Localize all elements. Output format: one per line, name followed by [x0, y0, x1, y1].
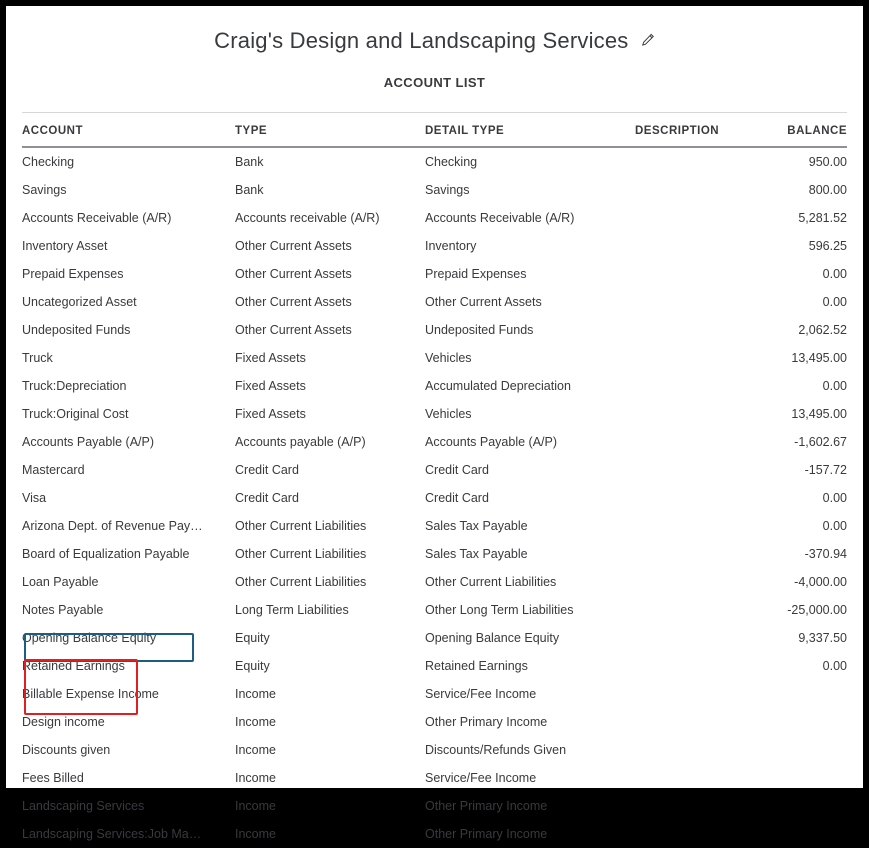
cell-type: Accounts receivable (A/R) — [235, 211, 380, 226]
cell-balance: 0.00 — [822, 659, 847, 674]
cell-detail-type: Service/Fee Income — [425, 771, 537, 786]
cell-account: Checking — [22, 155, 75, 170]
table-row[interactable] — [22, 708, 847, 736]
cell-balance: 13,495.00 — [791, 407, 847, 422]
cell-description — [635, 344, 740, 372]
cell-balance: -370.94 — [804, 547, 847, 562]
cell-detail-type: Inventory — [425, 239, 477, 254]
cell-description — [635, 372, 740, 400]
table-row[interactable] — [22, 147, 847, 176]
table-row[interactable] — [22, 512, 847, 540]
cell-detail-type: Sales Tax Payable — [425, 547, 528, 562]
cell-type: Income — [235, 715, 276, 730]
cell-type: Fixed Assets — [235, 379, 306, 394]
cell-description — [635, 708, 740, 736]
cell-balance: 9,337.50 — [798, 631, 847, 646]
cell-detail-type: Checking — [425, 155, 478, 170]
cell-account: Savings — [22, 183, 67, 198]
cell-description — [635, 680, 740, 708]
cell-account: Retained Earnings — [22, 659, 125, 674]
cell-balance — [740, 708, 847, 736]
cell-type: Bank — [235, 183, 264, 198]
cell-description — [635, 288, 740, 316]
cell-balance: -157.72 — [804, 463, 847, 478]
table-row[interactable] — [22, 260, 847, 288]
cell-type: Other Current Assets — [235, 323, 352, 338]
cell-detail-type: Opening Balance Equity — [425, 631, 560, 646]
cell-balance: 5,281.52 — [798, 211, 847, 226]
cell-type: Long Term Liabilities — [235, 603, 349, 618]
cell-account: Visa — [22, 491, 47, 506]
column-header-description[interactable]: DESCRIPTION — [635, 113, 740, 148]
table-row[interactable] — [22, 316, 847, 344]
cell-balance: 0.00 — [822, 519, 847, 534]
cell-description — [635, 764, 740, 792]
cell-type: Accounts payable (A/P) — [235, 435, 366, 450]
cell-detail-type: Accounts Payable (A/P) — [425, 435, 558, 450]
cell-balance: -4,000.00 — [794, 575, 847, 590]
table-header-row — [22, 113, 847, 148]
cell-detail-type: Other Current Assets — [425, 295, 542, 310]
cell-description — [635, 736, 740, 764]
cell-description — [635, 596, 740, 624]
company-name-text: Craig's Design and Landscaping Services — [214, 28, 629, 53]
cell-description — [635, 204, 740, 232]
cell-account: Discounts given — [22, 743, 111, 758]
cell-type: Other Current Assets — [235, 295, 352, 310]
cell-balance: 800.00 — [808, 183, 847, 198]
cell-account: Fees Billed — [22, 771, 84, 786]
cell-balance — [740, 680, 847, 708]
cell-type: Income — [235, 687, 276, 702]
table-row[interactable] — [22, 204, 847, 232]
company-title — [6, 6, 863, 55]
cell-detail-type: Vehicles — [425, 351, 472, 366]
cell-account: Design income — [22, 715, 105, 730]
cell-description — [635, 260, 740, 288]
cell-type: Other Current Liabilities — [235, 547, 367, 562]
cell-balance: 13,495.00 — [791, 351, 847, 366]
cell-account: Board of Equalization Payable — [22, 547, 190, 562]
cell-description — [635, 484, 740, 512]
cell-account: Landscaping Services:Job Ma… — [22, 827, 202, 842]
cell-balance: -1,602.67 — [794, 435, 847, 450]
cell-balance: 2,062.52 — [798, 323, 847, 338]
table-row[interactable] — [22, 372, 847, 400]
pencil-icon[interactable] — [641, 27, 655, 53]
table-row[interactable] — [22, 624, 847, 652]
table-header — [22, 113, 847, 148]
table-row[interactable] — [22, 652, 847, 680]
cell-detail-type: Prepaid Expenses — [425, 267, 527, 282]
cell-type: Equity — [235, 631, 270, 646]
cell-detail-type: Accumulated Depreciation — [425, 379, 571, 394]
table-row[interactable] — [22, 764, 847, 792]
cell-description — [635, 456, 740, 484]
cell-description — [635, 624, 740, 652]
report-page — [6, 6, 863, 842]
cell-type: Income — [235, 743, 276, 758]
cell-type: Equity — [235, 659, 270, 674]
cell-detail-type: Service/Fee Income — [425, 687, 537, 702]
cell-detail-type: Discounts/Refunds Given — [425, 743, 567, 758]
table-body — [22, 147, 847, 848]
cell-description — [635, 512, 740, 540]
cell-detail-type: Accounts Receivable (A/R) — [425, 211, 575, 226]
cell-balance: 0.00 — [822, 295, 847, 310]
cell-account: Notes Payable — [22, 603, 104, 618]
cell-detail-type: Vehicles — [425, 407, 472, 422]
cell-type: Income — [235, 771, 276, 786]
cell-account: Inventory Asset — [22, 239, 108, 254]
cell-detail-type: Sales Tax Payable — [425, 519, 528, 534]
cell-account: Truck — [22, 351, 53, 366]
cell-description — [635, 176, 740, 204]
cell-balance — [740, 792, 847, 820]
table-row[interactable] — [22, 596, 847, 624]
cell-type: Fixed Assets — [235, 407, 306, 422]
table-row[interactable] — [22, 568, 847, 596]
cell-type: Fixed Assets — [235, 351, 306, 366]
table-row[interactable] — [22, 540, 847, 568]
cell-balance: 596.25 — [808, 239, 847, 254]
cell-description — [635, 316, 740, 344]
cell-type: Bank — [235, 155, 264, 170]
table-row[interactable] — [22, 288, 847, 316]
cell-detail-type: Other Primary Income — [425, 715, 548, 730]
table-row[interactable] — [22, 400, 847, 428]
cell-detail-type: Savings — [425, 183, 470, 198]
cell-description — [635, 820, 740, 848]
cell-balance: 0.00 — [822, 267, 847, 282]
cell-account: Prepaid Expenses — [22, 267, 124, 282]
cell-description — [635, 400, 740, 428]
cell-description — [635, 428, 740, 456]
cell-account: Billable Expense Income — [22, 687, 159, 702]
cell-balance — [740, 736, 847, 764]
column-header-type[interactable]: TYPE — [235, 113, 425, 148]
cell-detail-type: Other Current Liabilities — [425, 575, 557, 590]
cell-type: Income — [235, 799, 276, 814]
cell-account: Undeposited Funds — [22, 323, 131, 338]
cell-account: Landscaping Services — [22, 799, 145, 814]
cell-account: Mastercard — [22, 463, 85, 478]
cell-account: Accounts Receivable (A/R) — [22, 211, 172, 226]
account-list-table — [22, 112, 847, 848]
cell-detail-type: Other Long Term Liabilities — [425, 603, 574, 618]
table-row[interactable] — [22, 792, 847, 820]
cell-balance: 0.00 — [822, 379, 847, 394]
cell-account: Truck:Original Cost — [22, 407, 129, 422]
table-row[interactable] — [22, 484, 847, 512]
cell-balance — [740, 820, 847, 848]
table-row[interactable] — [22, 680, 847, 708]
cell-description — [635, 792, 740, 820]
cell-detail-type: Other Primary Income — [425, 827, 548, 842]
cell-description — [635, 147, 740, 176]
cell-type: Credit Card — [235, 463, 299, 478]
cell-type: Other Current Assets — [235, 239, 352, 254]
cell-account: Truck:Depreciation — [22, 379, 127, 394]
cell-type: Credit Card — [235, 491, 299, 506]
cell-detail-type: Other Primary Income — [425, 799, 548, 814]
cell-detail-type: Retained Earnings — [425, 659, 528, 674]
cell-account: Arizona Dept. of Revenue Pay… — [22, 519, 203, 534]
table-row[interactable] — [22, 232, 847, 260]
table-row[interactable] — [22, 428, 847, 456]
cell-balance: 950.00 — [808, 155, 847, 170]
column-header-balance[interactable]: BALANCE — [740, 113, 847, 148]
cell-description — [635, 568, 740, 596]
cell-type: Other Current Liabilities — [235, 575, 367, 590]
cell-description — [635, 652, 740, 680]
cell-description — [635, 540, 740, 568]
report-title: ACCOUNT LIST — [383, 75, 486, 91]
cell-detail-type: Credit Card — [425, 463, 489, 478]
cell-account: Uncategorized Asset — [22, 295, 137, 310]
column-header-detail-type[interactable]: DETAIL TYPE — [425, 113, 635, 148]
table-row[interactable] — [22, 456, 847, 484]
cell-type: Other Current Assets — [235, 267, 352, 282]
cell-balance: 0.00 — [822, 491, 847, 506]
cell-account: Accounts Payable (A/P) — [22, 435, 155, 450]
table-row[interactable] — [22, 820, 847, 848]
cell-description — [635, 232, 740, 260]
cell-balance — [740, 764, 847, 792]
table-row[interactable] — [22, 176, 847, 204]
cell-balance: -25,000.00 — [787, 603, 847, 618]
cell-type: Income — [235, 827, 276, 842]
cell-type: Other Current Liabilities — [235, 519, 367, 534]
cell-account: Opening Balance Equity — [22, 631, 157, 646]
cell-detail-type: Credit Card — [425, 491, 489, 506]
cell-detail-type: Undeposited Funds — [425, 323, 534, 338]
table-row[interactable] — [22, 344, 847, 372]
cell-account: Loan Payable — [22, 575, 99, 590]
table-row[interactable] — [22, 736, 847, 764]
column-header-account[interactable]: ACCOUNT — [22, 113, 235, 148]
